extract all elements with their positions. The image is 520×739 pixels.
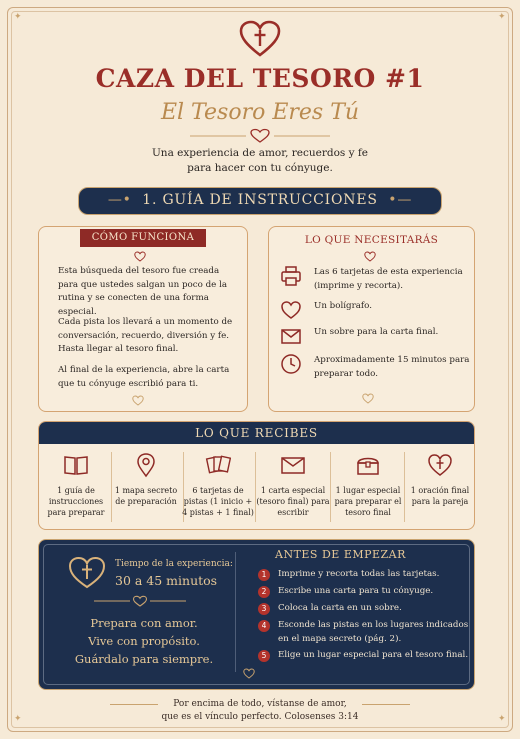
step-number-badge: 2: [258, 586, 270, 598]
envelope-icon: [280, 452, 306, 478]
heart-icon: [134, 251, 146, 262]
time-label: Tiempo de la experiencia:: [115, 559, 233, 569]
banner-label: 1. GUÍA DE INSTRUCCIONES: [142, 192, 378, 208]
printer-icon: [280, 265, 302, 287]
heart-divider-ornament: [180, 128, 340, 144]
heart-cross-icon: [68, 556, 106, 590]
step-number-badge: 4: [258, 620, 270, 632]
receives-title: LO QUE RECIBES: [39, 422, 474, 444]
page-subtitle: El Tesoro Eres Tú: [160, 100, 360, 125]
receive-item: [331, 452, 405, 528]
motto-line: Prepara con amor.: [90, 616, 198, 630]
need-item: [280, 325, 470, 355]
step-number-badge: 1: [258, 569, 270, 581]
panel-divider: [235, 552, 236, 672]
need-item: [280, 353, 470, 383]
heart-cross-icon: [239, 20, 281, 58]
footer-verse: [0, 698, 520, 724]
motto-text: [64, 614, 224, 668]
step-item: [258, 649, 468, 677]
heart-icon: [243, 668, 255, 679]
receive-text: 1 oración final para la pareja: [410, 486, 470, 506]
needs-title: LO QUE NECESITARÁS: [304, 234, 439, 246]
clock-icon: [280, 353, 302, 375]
how-paragraph: Esta búsqueda del tesoro fue creada para que ustedes salgan un poco de la rutina y se conecten de una forma especial.: [58, 266, 228, 317]
step-text: Escribe una carta para tu cónyuge.: [278, 586, 434, 596]
footer-line: Por encima de todo, vístanse de amor,: [173, 699, 347, 709]
treasure-chest-icon: [355, 452, 381, 478]
step-text: Coloca la carta en un sobre.: [278, 603, 402, 613]
heart-outline-icon: [280, 299, 302, 321]
book-icon: [63, 452, 89, 478]
receive-text: 6 tarjetas de pistas (1 inicio + 4 pistas + 1 final): [182, 486, 254, 517]
heart-icon: [132, 395, 144, 406]
corner-star-icon: ✦: [498, 714, 506, 724]
section-banner: [78, 187, 442, 215]
need-text: Un bolígrafo.: [314, 301, 372, 311]
need-item: [280, 265, 470, 295]
receive-text: 1 mapa secreto de preparación: [114, 486, 178, 506]
need-text: Un sobre para la carta final.: [314, 327, 439, 337]
step-item: [258, 619, 468, 647]
how-it-works-title: CÓMO FUNCIONA: [80, 229, 206, 247]
heart-divider-ornament: [90, 594, 190, 608]
map-pin-icon: [133, 452, 159, 478]
before-start-title: ANTES DE EMPEZAR: [275, 548, 406, 561]
receive-item: [181, 452, 255, 528]
receives-panel: [38, 421, 475, 530]
time-value: 30 a 45 minutos: [115, 573, 218, 588]
step-text: Imprime y recorta todas las tarjetas.: [278, 569, 440, 579]
how-paragraph: Cada pista los llevará a un momento de conversación, recuerdo, diversión y fe. Hasta llegar al tesoro final.: [58, 317, 233, 355]
step-text: Esconde las pistas en los lugares indicados en el mapa secreto (pág. 2).: [278, 620, 469, 644]
footer-line: que es el vínculo perfecto. Colosenses 3:14: [161, 712, 359, 722]
motto-line: Guárdalo para siempre.: [74, 652, 214, 666]
corner-star-icon: ✦: [14, 12, 22, 22]
motto-line: Vive con propósito.: [88, 634, 200, 648]
step-text: Elige un lugar especial para el tesoro final.: [278, 650, 469, 660]
banner-dash: •—: [377, 192, 413, 208]
receive-item: [39, 452, 113, 528]
corner-star-icon: ✦: [14, 714, 22, 724]
step-number-badge: 5: [258, 650, 270, 662]
receive-text: 1 guía de instrucciones para preparar: [47, 486, 105, 517]
how-paragraph: Al final de la experiencia, abre la carta que tu cónyuge escribió para ti.: [58, 365, 230, 389]
intro-line: Una experiencia de amor, recuerdos y fe: [151, 147, 369, 159]
need-text: Aproximadamente 15 minutos para preparar todo.: [314, 355, 470, 379]
corner-star-icon: ✦: [498, 12, 506, 22]
intro-line: para hacer con tu cónyuge.: [187, 162, 333, 174]
receive-text: 1 carta especial (tesoro final) para escribir: [256, 486, 330, 517]
receive-item: [256, 452, 330, 528]
heart-icon: [364, 251, 376, 262]
banner-dash: —•: [107, 192, 143, 208]
receive-text: 1 lugar especial para preparar el tesoro final: [334, 486, 402, 517]
heart-cross-icon: [427, 452, 453, 478]
envelope-icon: [280, 325, 302, 347]
intro-text: [0, 146, 520, 176]
page-title: CAZA DEL TESORO #1: [95, 64, 425, 93]
receive-item: [403, 452, 475, 528]
need-text: Las 6 tarjetas de esta experiencia (imprime y recorta).: [314, 267, 463, 291]
receive-item: [109, 452, 183, 528]
heart-icon: [362, 393, 374, 404]
cards-icon: [205, 452, 231, 478]
step-number-badge: 3: [258, 603, 270, 615]
